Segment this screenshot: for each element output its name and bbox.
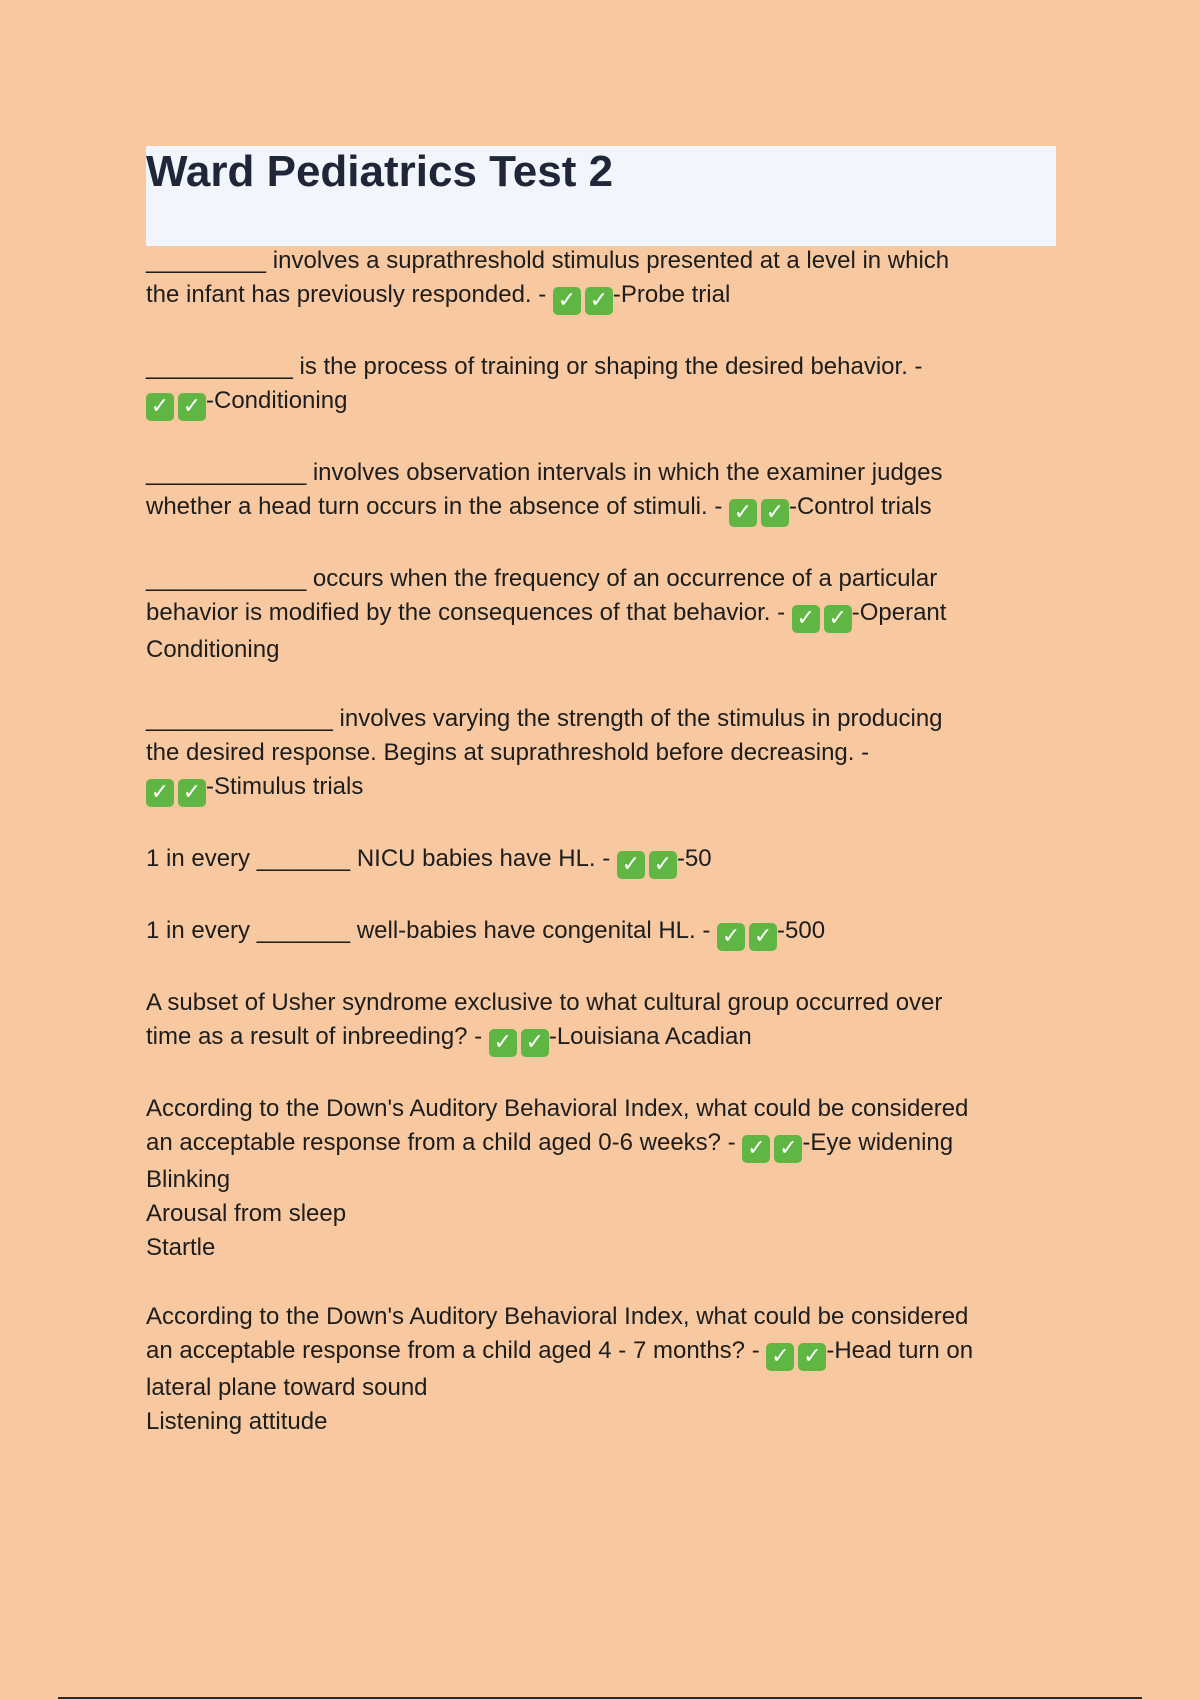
check-mark-icon: ✓ — [178, 779, 206, 807]
flashcard-line — [146, 1092, 1066, 1126]
check-mark-icon: ✓ — [649, 851, 677, 879]
answer-text: -50 — [676, 845, 712, 872]
line-text: time as a result of inbreeding? - — [146, 1023, 489, 1050]
check-mark-icon: ✓ — [729, 499, 757, 527]
line-text: ___________ is the process of training or shaping the desired behavior. - — [146, 353, 923, 380]
question-list — [146, 244, 1066, 1474]
document-title: Ward Pediatrics Test 2 — [146, 147, 614, 196]
flashcard-item — [146, 562, 1066, 667]
flashcard-line — [146, 914, 1066, 951]
line-text: whether a head turn occurs in the absence of stimuli. - — [146, 493, 729, 520]
answer-text: -Probe trial — [612, 281, 731, 308]
check-mark-icon: ✓ — [792, 605, 820, 633]
flashcard-line — [146, 702, 1066, 736]
answer-text: -Control trials — [788, 493, 932, 520]
flashcard-line — [146, 562, 1066, 596]
check-mark-icon: ✓ — [553, 287, 581, 315]
line-text: behavior is modified by the consequences of that behavior. - — [146, 599, 792, 626]
check-mark-icon: ✓ — [146, 393, 174, 421]
flashcard-item — [146, 244, 1066, 315]
flashcard-line — [146, 384, 1066, 421]
check-mark-icon: ✓ — [146, 779, 174, 807]
flashcard-line — [146, 770, 1066, 807]
flashcard-line — [146, 456, 1066, 490]
answer-text: -Operant — [851, 599, 947, 626]
line-text: _________ involves a suprathreshold stimulus presented at a level in which — [146, 247, 950, 274]
flashcard-line — [146, 1231, 1066, 1265]
flashcard-line — [146, 842, 1066, 879]
flashcard-line — [146, 1126, 1066, 1163]
flashcard-item — [146, 1092, 1066, 1265]
line-text: According to the Down's Auditory Behavioral Index, what could be considered — [146, 1303, 969, 1330]
flashcard-line — [146, 278, 1066, 315]
line-text: the infant has previously responded. - — [146, 281, 553, 308]
flashcard-item — [146, 986, 1066, 1057]
line-text: Blinking — [146, 1166, 231, 1193]
check-mark-icon: ✓ — [774, 1135, 802, 1163]
flashcard-item — [146, 1300, 1066, 1439]
flashcard-item — [146, 914, 1066, 951]
flashcard-line — [146, 596, 1066, 633]
flashcard-line — [146, 986, 1066, 1020]
line-text: A subset of Usher syndrome exclusive to what cultural group occurred over — [146, 989, 943, 1016]
check-mark-icon: ✓ — [824, 605, 852, 633]
check-mark-icon: ✓ — [521, 1029, 549, 1057]
answer-text: -Eye widening — [802, 1129, 954, 1156]
answer-text: -500 — [777, 917, 826, 944]
flashcard-line — [146, 736, 1066, 770]
flashcard-line — [146, 350, 1066, 384]
flashcard-item — [146, 702, 1066, 807]
title-banner — [146, 146, 1056, 246]
flashcard-item — [146, 842, 1066, 879]
line-text: Arousal from sleep — [146, 1200, 347, 1227]
answer-text: -Conditioning — [206, 387, 348, 414]
line-text: lateral plane toward sound — [146, 1374, 428, 1401]
line-text: an acceptable response from a child aged 0-6 weeks? - — [146, 1129, 743, 1156]
answer-text: -Stimulus trials — [206, 773, 364, 800]
check-mark-icon: ✓ — [585, 287, 613, 315]
line-text: the desired response. Begins at suprathreshold before decreasing. - — [146, 739, 870, 766]
line-text: 1 in every _______ well-babies have congenital HL. - — [146, 917, 718, 944]
line-text: an acceptable response from a child aged 4 - 7 months? - — [146, 1337, 767, 1364]
check-mark-icon: ✓ — [178, 393, 206, 421]
check-mark-icon: ✓ — [766, 1343, 794, 1371]
check-mark-icon: ✓ — [489, 1029, 517, 1057]
check-mark-icon: ✓ — [761, 499, 789, 527]
answer-text: -Head turn on — [826, 1337, 974, 1364]
flashcard-line — [146, 1334, 1066, 1371]
flashcard-line — [146, 1371, 1066, 1405]
flashcard-line — [146, 490, 1066, 527]
line-text: ____________ occurs when the frequency of an occurrence of a particular — [146, 565, 938, 592]
flashcard-line — [146, 1405, 1066, 1439]
flashcard-line — [146, 244, 1066, 278]
check-mark-icon: ✓ — [717, 923, 745, 951]
flashcard-line — [146, 1163, 1066, 1197]
line-text: ______________ involves varying the strength of the stimulus in producing — [146, 705, 943, 732]
check-mark-icon: ✓ — [617, 851, 645, 879]
line-text: ____________ involves observation intervals in which the examiner judges — [146, 459, 943, 486]
check-mark-icon: ✓ — [798, 1343, 826, 1371]
flashcard-line — [146, 1020, 1066, 1057]
line-text: Startle — [146, 1234, 216, 1261]
check-mark-icon: ✓ — [749, 923, 777, 951]
flashcard-item — [146, 350, 1066, 421]
line-text: According to the Down's Auditory Behavioral Index, what could be considered — [146, 1095, 969, 1122]
page-bottom-rule — [58, 1697, 1142, 1699]
line-text: Conditioning — [146, 636, 280, 663]
line-text: 1 in every _______ NICU babies have HL. - — [146, 845, 617, 872]
line-text: Listening attitude — [146, 1408, 328, 1435]
flashcard-line — [146, 633, 1066, 667]
flashcard-item — [146, 456, 1066, 527]
flashcard-line — [146, 1300, 1066, 1334]
answer-text: -Louisiana Acadian — [548, 1023, 752, 1050]
check-mark-icon: ✓ — [742, 1135, 770, 1163]
flashcard-line — [146, 1197, 1066, 1231]
